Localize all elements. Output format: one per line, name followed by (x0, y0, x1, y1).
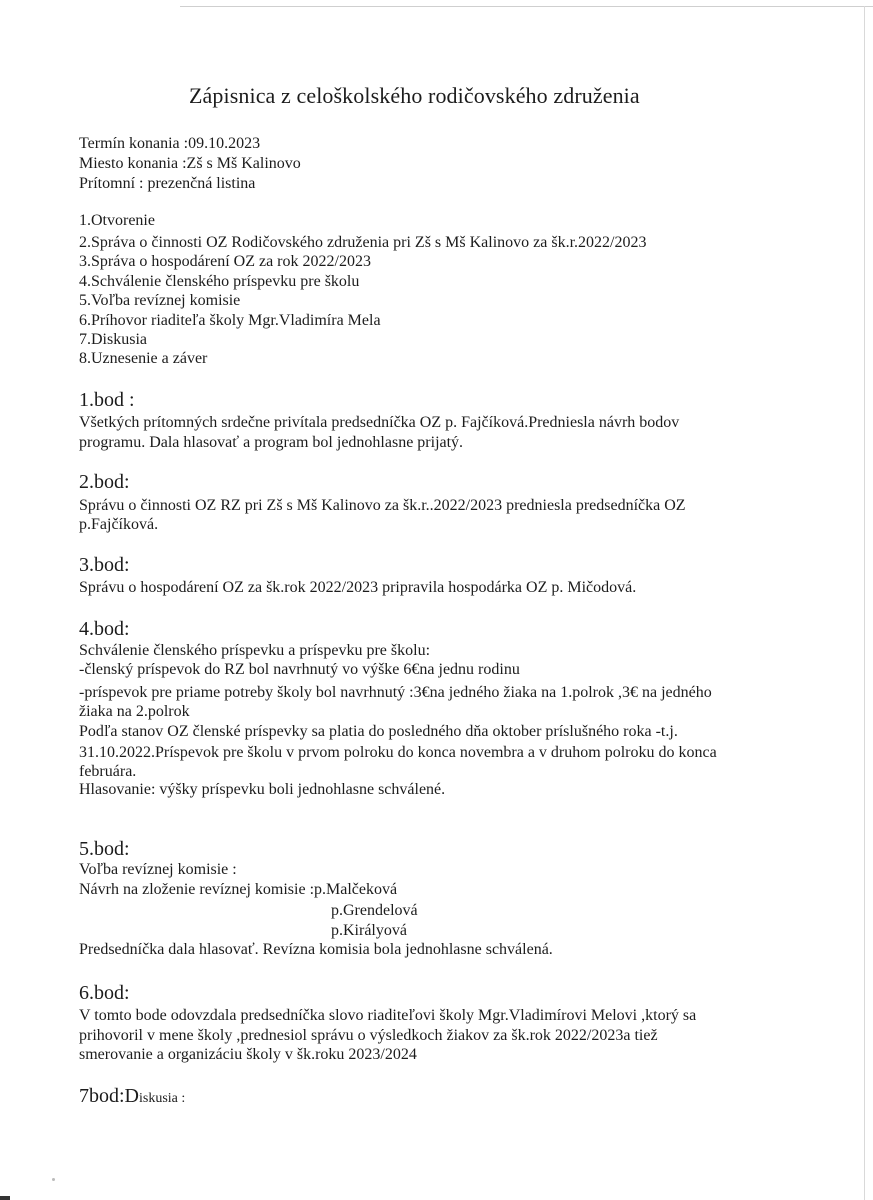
page-edge-top (180, 6, 873, 7)
section-heading-7 (79, 1084, 185, 1111)
agenda-item: 2.Správa o činnosti OZ Rodičovského združenia pri Zš s Mš Kalinovo za šk.r.2022/2023 (79, 234, 647, 251)
section-heading: 5.bod: (79, 838, 130, 860)
section-heading-suffix: iskusia : (139, 1091, 186, 1106)
section-line: programu. Dala hlasovať a program bol jednohlasne prijatý. (79, 434, 464, 451)
section-line: smerovanie a organizáciu školy v šk.roku 2023/2024 (79, 1046, 417, 1063)
section-line: V tomto bode odovzdala predsedníčka slovo riaditeľovi školy Mgr.Vladimírovi Melovi ,ktorý sa (79, 1007, 697, 1024)
meta-date: Termín konania :09.10.2023 (79, 135, 261, 152)
section-line: februára. (79, 763, 137, 780)
scan-mark (0, 1196, 10, 1200)
agenda-item: 4.Schválenie členského príspevku pre školu (79, 273, 360, 290)
agenda-item: 8.Uznesenie a záver (79, 350, 208, 367)
section-line: -členský príspevok do RZ bol navrhnutý vo výške 6€na jednu rodinu (79, 661, 520, 678)
scan-speck (52, 1178, 55, 1181)
section-line: Voľba revíznej komisie : (79, 861, 237, 878)
section-heading: 4.bod: (79, 618, 130, 640)
committee-member: p.Grendelová (331, 902, 418, 919)
section-heading: 6.bod: (79, 982, 130, 1004)
agenda-item: 1.Otvorenie (79, 212, 155, 229)
section-line: Správu o hospodárení OZ za šk.rok 2022/2023 pripravila hospodárka OZ p. Mičodová. (79, 579, 637, 596)
meta-place: Miesto konania :Zš s Mš Kalinovo (79, 155, 301, 172)
section-line: Všetkých prítomných srdečne privítala predsedníčka OZ p. Fajčíková.Predniesla návrh bodov (79, 414, 680, 431)
section-line: Podľa stanov OZ členské príspevky sa platia do posledného dňa oktober príslušného roka -t.j. (79, 723, 678, 740)
agenda-item: 7.Diskusia (79, 331, 147, 348)
section-line: žiaka na 2.polrok (79, 703, 190, 720)
section-heading: 1.bod : (79, 389, 135, 411)
meta-present: Prítomní : prezenčná listina (79, 175, 256, 192)
section-heading: 2.bod: (79, 471, 130, 493)
section-line: Predsedníčka dala hlasovať. Revízna komisia bola jednohlasne schválená. (79, 941, 553, 958)
section-line: p.Fajčíková. (79, 516, 159, 533)
agenda-item: 6.Príhovor riaditeľa školy Mgr.Vladimíra Mela (79, 312, 381, 329)
page-edge-right (864, 6, 865, 1200)
section-line: Správu o činnosti OZ RZ pri Zš s Mš Kalinovo za šk.r..2022/2023 predniesla predsedníčka OZ (79, 497, 686, 514)
section-line: 31.10.2022.Príspevok pre školu v prvom polroku do konca novembra a v druhom polroku do konca (79, 744, 717, 761)
section-line: -príspevok pre priame potreby školy bol navrhnutý :3€na jedného žiaka na 1.polrok ,3€ na jedného (79, 684, 712, 701)
agenda-item: 3.Správa o hospodárení OZ za rok 2022/2023 (79, 253, 371, 270)
committee-member: p.Királyová (331, 922, 407, 939)
section-line: Schválenie členského príspevku a príspevku pre školu: (79, 642, 431, 659)
section-line: Hlasovanie: výšky príspevku boli jednohlasne schválené. (79, 781, 446, 798)
section-heading-main: 7bod:D (79, 1085, 139, 1107)
section-line: prihovoril v mene školy ,prednesiol správu o výsledkoch žiakov za šk.rok 2022/2023a tiež (79, 1027, 658, 1044)
agenda-item: 5.Voľba revíznej komisie (79, 292, 241, 309)
section-heading: 3.bod: (79, 554, 130, 576)
document-title: Zápisnica z celoškolského rodičovského združenia (189, 83, 640, 108)
section-line: Návrh na zloženie revíznej komisie :p.Malčeková (79, 881, 398, 898)
